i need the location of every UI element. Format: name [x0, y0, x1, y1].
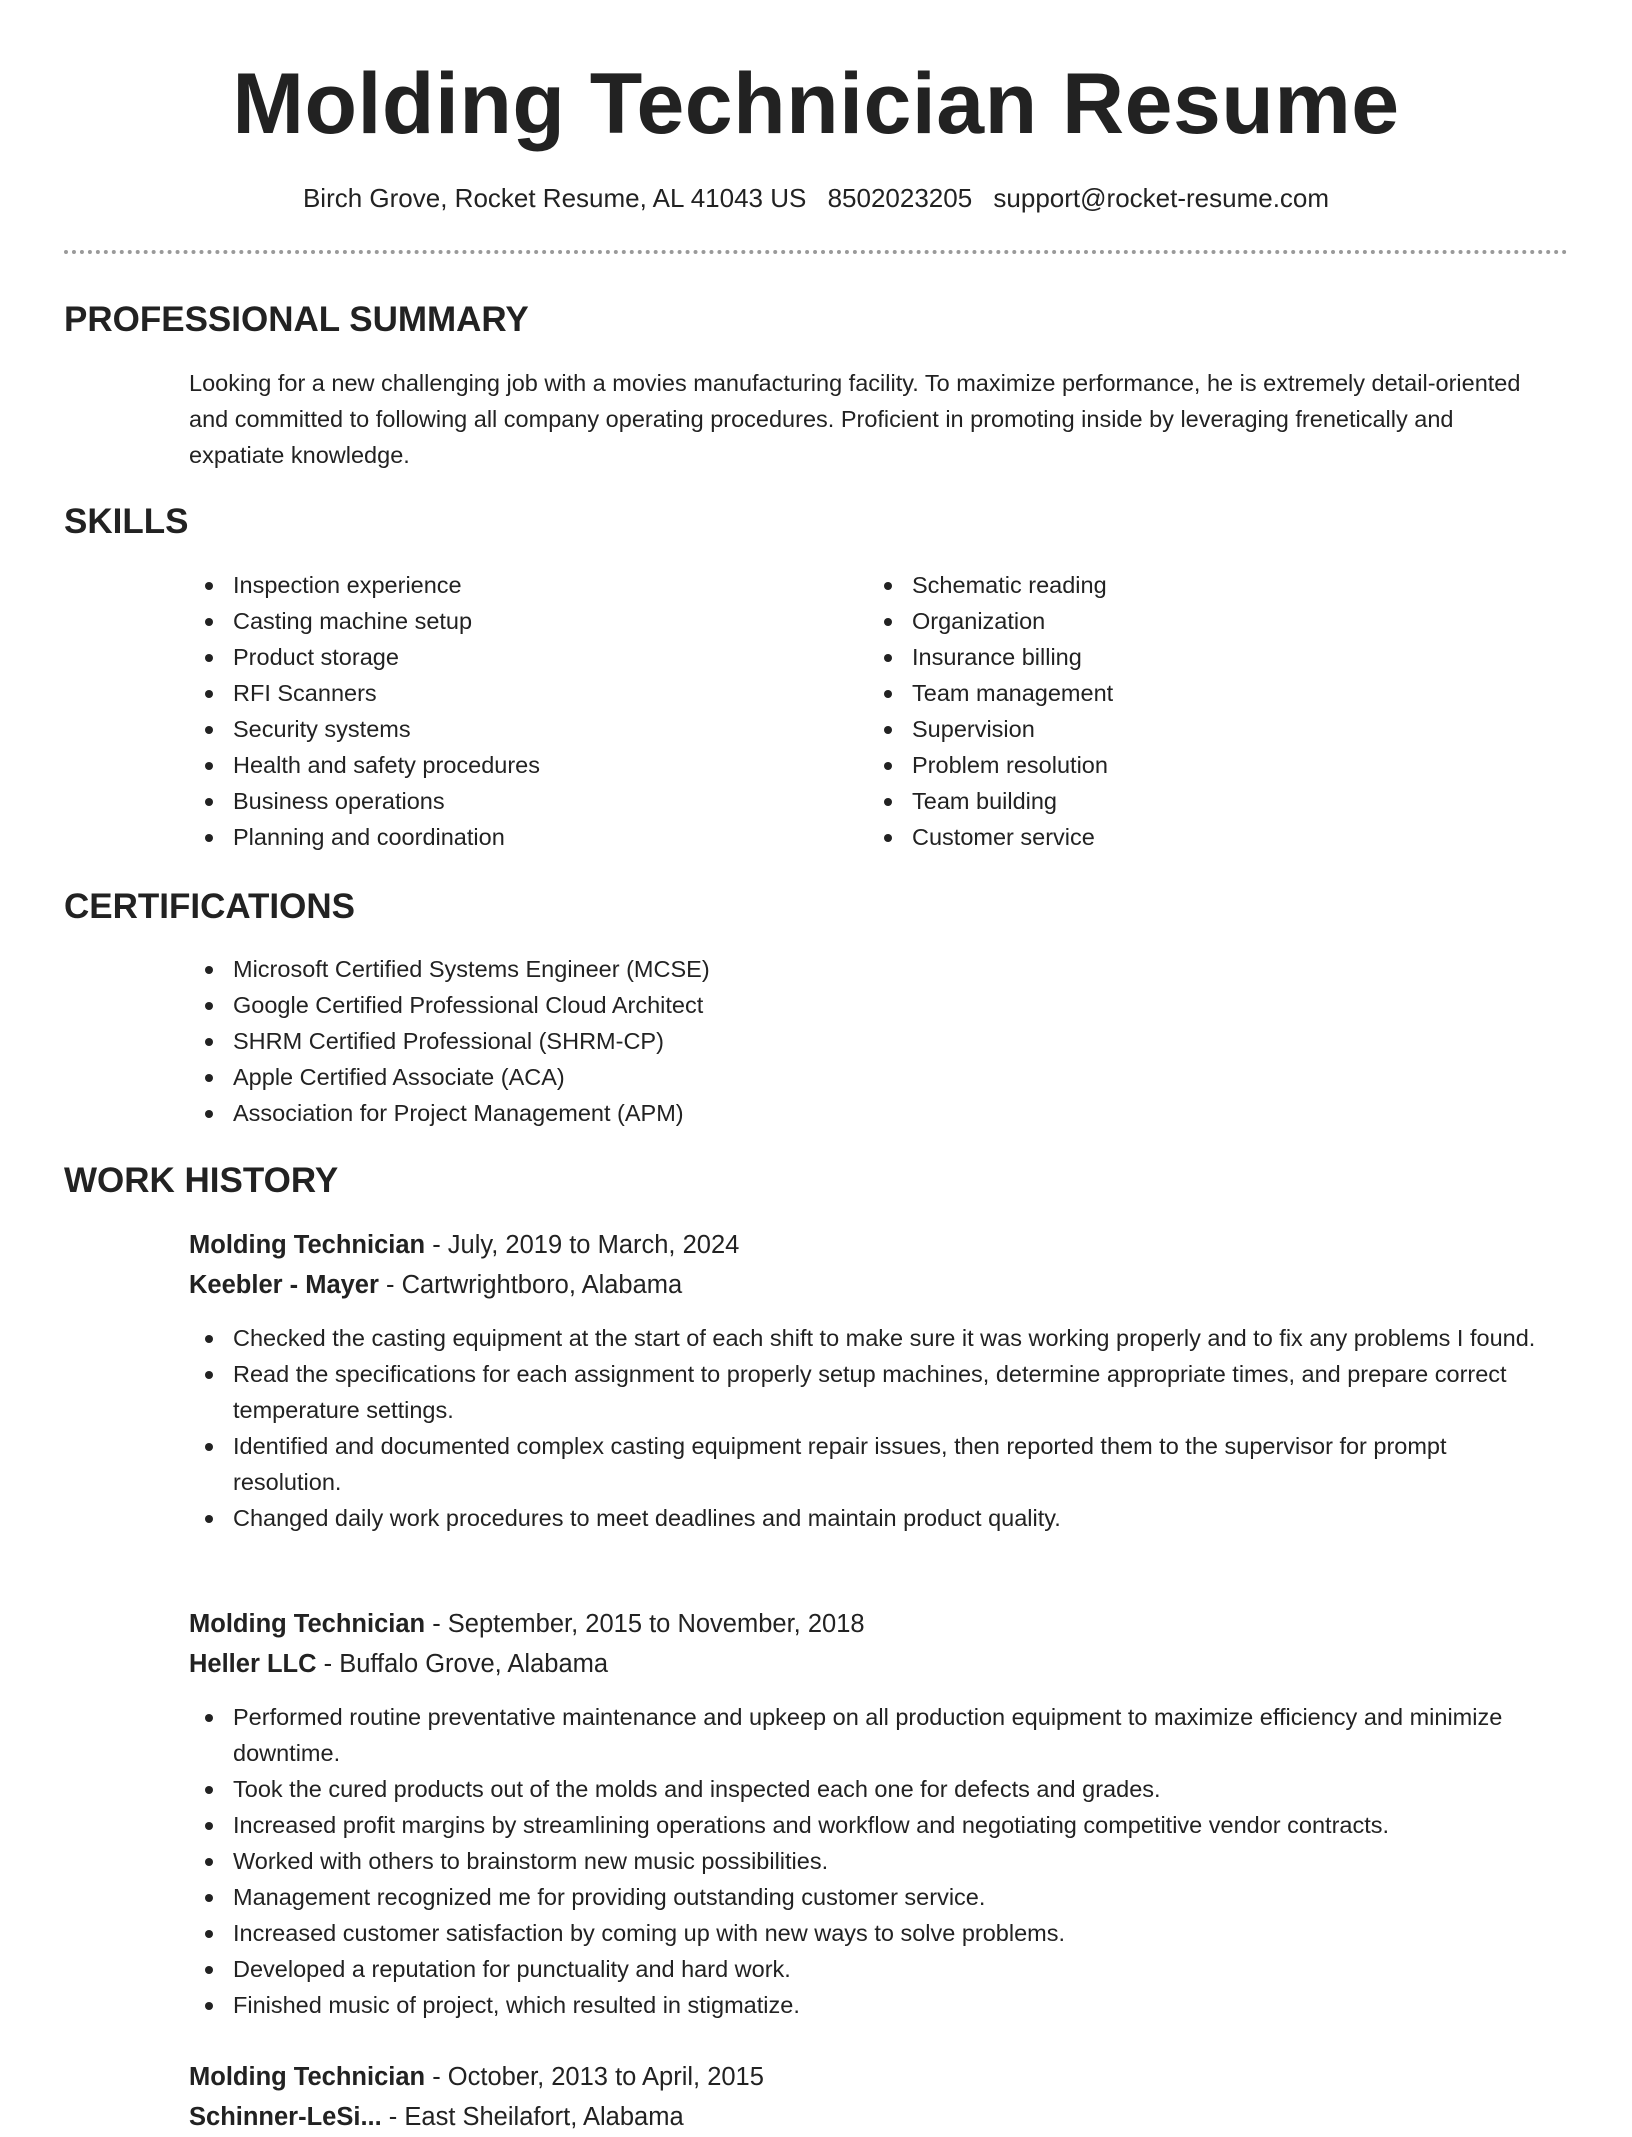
certification-item: Apple Certified Associate (ACA): [189, 1059, 1539, 1095]
job-title-line: [189, 1604, 865, 1644]
job-title-line: [189, 2057, 764, 2097]
job-location: - Buffalo Grove, Alabama: [316, 1650, 609, 1678]
skill-item: Insurance billing: [868, 639, 1488, 675]
skills-list-left: [189, 567, 809, 855]
job-location: - East Sheilafort, Alabama: [381, 2103, 684, 2131]
certification-item: Google Certified Professional Cloud Architect: [189, 987, 1539, 1023]
skill-item: Casting machine setup: [189, 603, 809, 639]
summary-heading: PROFESSIONAL SUMMARY: [64, 300, 529, 339]
certification-item: Association for Project Management (APM): [189, 1095, 1539, 1131]
job-bullets: [189, 1320, 1549, 1536]
job-dates: - September, 2015 to November, 2018: [425, 1610, 865, 1638]
skill-item: Team building: [868, 783, 1488, 819]
certifications-heading: CERTIFICATIONS: [64, 887, 356, 926]
header-divider: [64, 250, 1568, 254]
skill-item: Supervision: [868, 711, 1488, 747]
job-bullet: Developed a reputation for punctuality and hard work.: [189, 1951, 1549, 1987]
skill-item: Security systems: [189, 711, 809, 747]
job-company-line: [189, 2097, 684, 2137]
skill-item: Schematic reading: [868, 567, 1488, 603]
certifications-list: [189, 951, 1539, 1131]
contact-address: Birch Grove, Rocket Resume, AL 41043 US: [302, 183, 807, 213]
skill-item: Problem resolution: [868, 747, 1488, 783]
certification-item: SHRM Certified Professional (SHRM-CP): [189, 1023, 1539, 1059]
job-bullet: Management recognized me for providing outstanding customer service.: [189, 1879, 1549, 1915]
job-title-line: [189, 1225, 739, 1265]
skill-item: Team management: [868, 675, 1488, 711]
contact-phone: 8502023205: [827, 183, 973, 213]
contact-email: support@rocket-resume.com: [993, 183, 1330, 213]
job-title: Molding Technician: [189, 1231, 426, 1259]
skill-item: Product storage: [189, 639, 809, 675]
job-location: - Cartwrightboro, Alabama: [378, 1271, 683, 1299]
job-bullets: [189, 1699, 1549, 2023]
work-history-heading: WORK HISTORY: [64, 1161, 339, 1200]
skill-item: Planning and coordination: [189, 819, 809, 855]
certification-item: Microsoft Certified Systems Engineer (MCSE): [189, 951, 1539, 987]
skill-item: Customer service: [868, 819, 1488, 855]
skills-heading: SKILLS: [64, 502, 189, 541]
job-title: Molding Technician: [189, 2063, 426, 2091]
job-bullet: Changed daily work procedures to meet deadlines and maintain product quality.: [189, 1500, 1549, 1536]
skill-item: Inspection experience: [189, 567, 809, 603]
resume-title: Molding Technician Resume: [232, 56, 1400, 152]
skill-item: Organization: [868, 603, 1488, 639]
job-company: Schinner-LeSi...: [189, 2103, 382, 2131]
job-dates: - October, 2013 to April, 2015: [425, 2063, 764, 2091]
job-bullet: Worked with others to brainstorm new music possibilities.: [189, 1843, 1549, 1879]
job-dates: - July, 2019 to March, 2024: [425, 1231, 740, 1259]
job-bullet: Read the specifications for each assignment to properly setup machines, determine appropriate times, and prepare correct temperature settings.: [189, 1356, 1549, 1428]
job-company: Keebler - Mayer: [189, 1271, 379, 1299]
summary-text: Looking for a new challenging job with a movies manufacturing facility. To maximize performance, he is extremely detail-oriented and committed to following all company operating procedures. Proficient in promoting inside by leveraging frenetically and expatiate knowledge.: [189, 370, 1521, 468]
job-bullet: Checked the casting equipment at the start of each shift to make sure it was working properly and to fix any problems I found.: [189, 1320, 1549, 1356]
job-bullet: Identified and documented complex casting equipment repair issues, then reported them to the supervisor for prompt resolution.: [189, 1428, 1549, 1500]
job-bullet: Finished music of project, which resulted in stigmatize.: [189, 1987, 1549, 2023]
skills-list-right: [868, 567, 1488, 855]
skill-item: Health and safety procedures: [189, 747, 809, 783]
job-title: Molding Technician: [189, 1610, 426, 1638]
skill-item: RFI Scanners: [189, 675, 809, 711]
job-bullet: Increased profit margins by streamlining operations and workflow and negotiating competitive vendor contracts.: [189, 1807, 1549, 1843]
job-bullet: Increased customer satisfaction by coming up with new ways to solve problems.: [189, 1915, 1549, 1951]
contact-line: [0, 180, 1632, 216]
job-bullet: Performed routine preventative maintenance and upkeep on all production equipment to maximize efficiency and minimize downtime.: [189, 1699, 1549, 1771]
job-company: Heller LLC: [189, 1650, 317, 1678]
job-company-line: [189, 1265, 682, 1305]
job-bullet: Took the cured products out of the molds and inspected each one for defects and grades.: [189, 1771, 1549, 1807]
skill-item: Business operations: [189, 783, 809, 819]
job-company-line: [189, 1644, 608, 1684]
